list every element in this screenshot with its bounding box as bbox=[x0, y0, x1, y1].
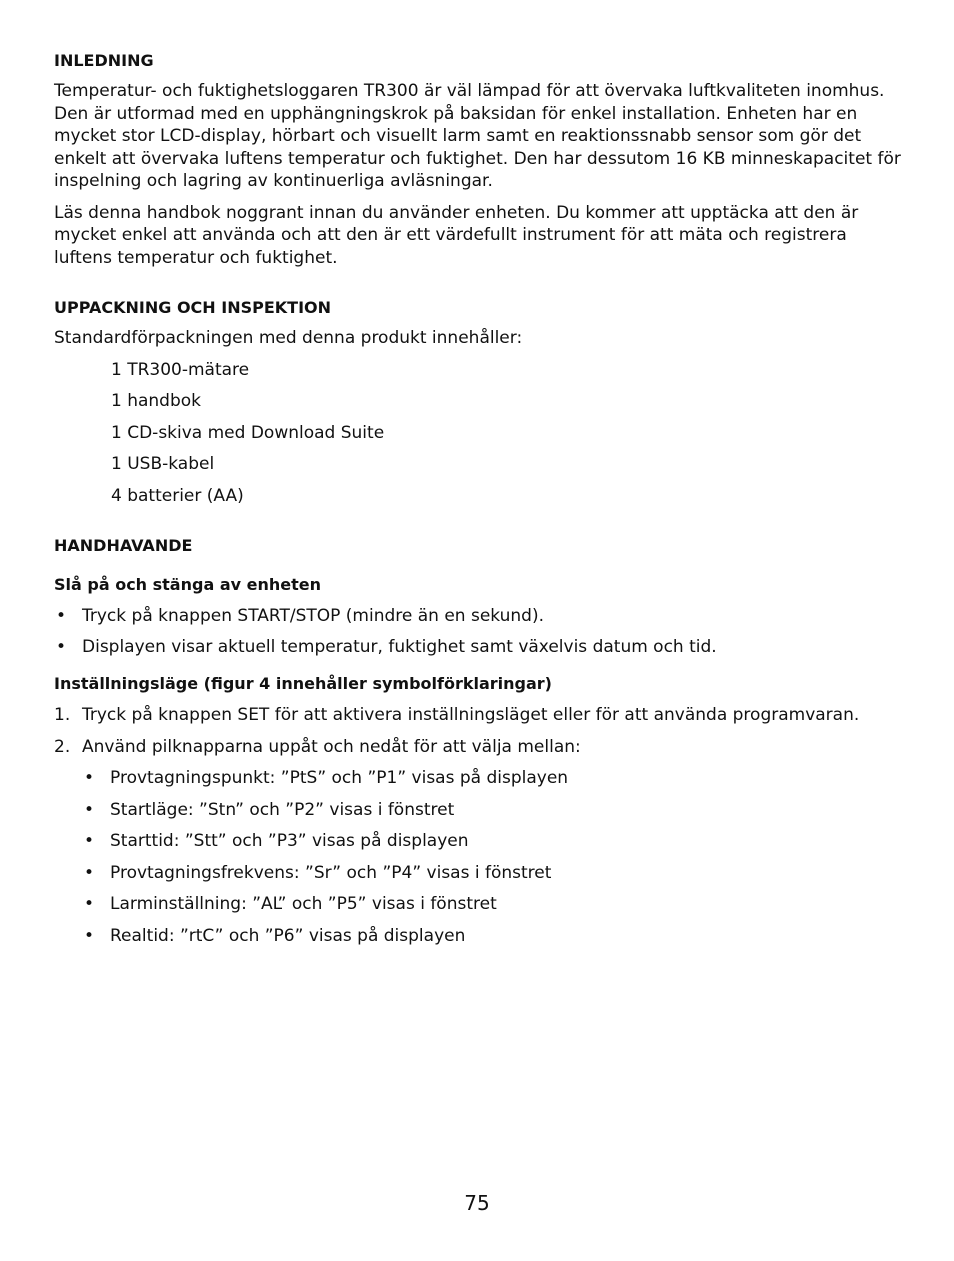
step-number: 1. bbox=[54, 705, 71, 725]
list-item: 1 USB-kabel bbox=[111, 454, 215, 474]
bullet-marker: • bbox=[56, 637, 67, 657]
step-text: Tryck på knappen SET för att aktivera inställningsläget eller för att använda programvaran. bbox=[82, 705, 860, 725]
list-item: 1 TR300-mätare bbox=[111, 359, 250, 380]
bullet-marker: • bbox=[84, 768, 95, 788]
document-page bbox=[54, 51, 904, 947]
list-item bbox=[54, 704, 904, 726]
bullet-marker: • bbox=[84, 894, 95, 914]
list-item bbox=[54, 893, 904, 915]
bullet-text: Larminställning: ”AL” och ”P5” visas i fönstret bbox=[110, 894, 497, 914]
unpacking-intro: Standardförpackningen med denna produkt innehåller: bbox=[54, 328, 523, 348]
intro-paragraph-2: Läs denna handbok noggrant innan du använder enheten. Du kommer att upptäcka att den är mycket enkel att använda och att den är ett värdefullt instrument för att mäta och registrera luftens temperatur och fuktighet. bbox=[54, 202, 859, 268]
list-item bbox=[54, 736, 904, 758]
bullet-text: Tryck på knappen START/STOP (mindre än en sekund). bbox=[82, 605, 544, 626]
step-text: Använd pilknapparna uppåt och nedåt för att välja mellan: bbox=[82, 736, 581, 757]
bullet-text: Provtagningspunkt: ”PtS” och ”P1” visas på displayen bbox=[110, 768, 569, 788]
list-item bbox=[54, 862, 904, 884]
subheading-setup: Inställningsläge (figur 4 innehåller symbolförklaringar) bbox=[54, 674, 552, 693]
step-number: 2. bbox=[54, 736, 71, 757]
list-item bbox=[54, 605, 904, 627]
subheading-power: Slå på och stänga av enheten bbox=[54, 574, 321, 594]
bullet-marker: • bbox=[84, 799, 95, 820]
package-contents-list bbox=[54, 359, 904, 507]
intro-paragraph-1: Temperatur- och fuktighetsloggaren TR300 är väl lämpad för att övervaka luftkvaliteten inomhus. Den är utformad med en upphängningskrok på baksidan för enkel installation. Enheten har en mycket stor LCD-display, hörbart och visuellt larm samt en reaktionssnabb sensor som gör det enkelt att övervaka luftens temperatur och fuktighet. Den har dessutom 16 KB minneskapacitet för inspelning och lagring av kontinuerliga avläsningar. bbox=[54, 81, 901, 191]
bullet-marker: • bbox=[84, 862, 95, 883]
bullet-marker: • bbox=[84, 925, 95, 946]
bullet-text: Displayen visar aktuell temperatur, fuktighet samt växelvis datum och tid. bbox=[82, 637, 717, 657]
heading-handhavande: HANDHAVANDE bbox=[54, 535, 193, 555]
bullet-text: Realtid: ”rtC” och ”P6” visas på displayen bbox=[110, 925, 466, 946]
list-item bbox=[54, 925, 904, 947]
list-item: 4 batterier (AA) bbox=[111, 485, 244, 506]
bullet-text: Startläge: ”Stn” och ”P2” visas i fönstret bbox=[110, 799, 455, 820]
setup-options-list bbox=[54, 767, 904, 947]
list-item bbox=[54, 767, 904, 789]
list-item bbox=[54, 799, 904, 821]
list-item bbox=[54, 830, 904, 852]
bullet-text: Starttid: ”Stt” och ”P3” visas på displayen bbox=[110, 831, 469, 851]
list-item: 1 handbok bbox=[111, 391, 202, 411]
heading-uppackning: UPPACKNING OCH INSPEKTION bbox=[54, 298, 332, 317]
list-item bbox=[54, 636, 904, 658]
heading-inledning: INLEDNING bbox=[54, 51, 154, 70]
bullet-marker: • bbox=[84, 831, 95, 851]
bullet-marker: • bbox=[56, 605, 67, 626]
bullet-text: Provtagningsfrekvens: ”Sr” och ”P4” visas i fönstret bbox=[110, 862, 552, 883]
list-item: 1 CD-skiva med Download Suite bbox=[111, 422, 385, 443]
page-number: 75 bbox=[464, 1191, 490, 1215]
